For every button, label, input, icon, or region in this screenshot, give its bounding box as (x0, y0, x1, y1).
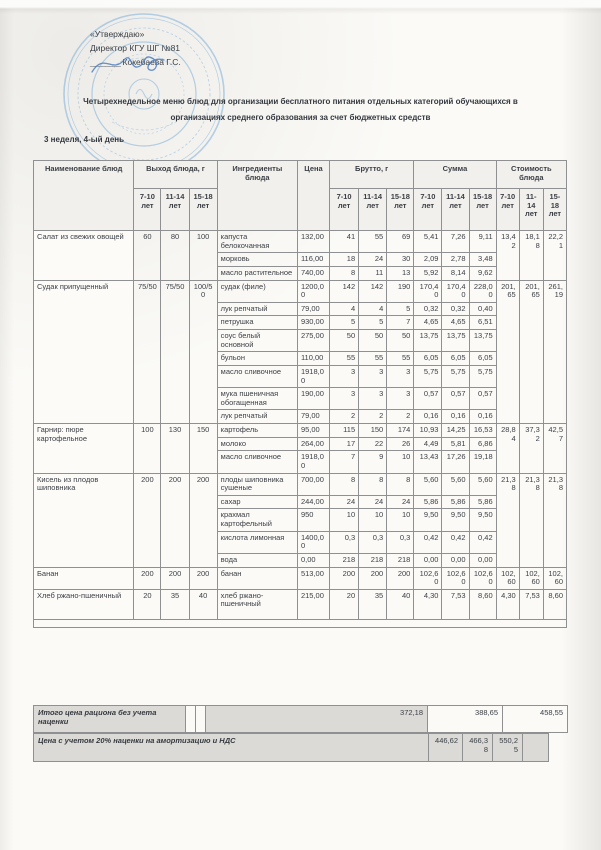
cost-value: 18,18 (519, 231, 543, 281)
sum-value: 0,00 (469, 553, 496, 567)
header-age-group: 7-10 лет (496, 189, 519, 231)
cost-value: 8,60 (543, 589, 566, 619)
cost-value: 21,38 (496, 473, 519, 567)
sum-value: 5,92 (414, 266, 442, 280)
ingredient-row (34, 424, 567, 438)
sum-value: 102,60 (469, 567, 496, 589)
signature-icon (86, 42, 206, 82)
dish-name: Салат из свежих овощей (34, 231, 134, 281)
sum-value: 0,40 (469, 302, 496, 316)
brutto-value: 3 (359, 365, 387, 387)
header-sum: Сумма (414, 161, 496, 189)
ingredient-name: молоко (217, 437, 297, 451)
header-yield: Выход блюда, г (134, 161, 217, 189)
ingredient-name: банан (217, 567, 297, 589)
brutto-value: 13 (387, 266, 414, 280)
cost-value: 13,42 (496, 231, 519, 281)
brutto-value: 174 (387, 424, 414, 438)
price-value: 110,00 (297, 352, 329, 366)
header-age-group: 15-18 лет (387, 189, 414, 231)
yield-value: 200 (189, 567, 217, 589)
price-value: 132,00 (297, 231, 329, 253)
yield-value: 200 (161, 473, 189, 567)
sum-value: 5,60 (469, 473, 496, 495)
empty-cell (34, 619, 567, 627)
cost-value: 201,65 (496, 280, 519, 424)
yield-value: 200 (134, 473, 161, 567)
yield-value: 200 (134, 567, 161, 589)
price-value: 79,00 (297, 302, 329, 316)
sum-value: 5,75 (414, 365, 442, 387)
sum-value: 5,86 (442, 495, 469, 509)
brutto-value: 24 (359, 253, 387, 267)
sum-value: 5,75 (442, 365, 469, 387)
menu-table-body (34, 231, 567, 628)
cost-value: 37,32 (519, 424, 543, 474)
ingredient-name: петрушка (217, 316, 297, 330)
sum-value: 19,18 (469, 451, 496, 473)
markup-label: Цена с учетом 20% наценки на амортизацию и НДС (34, 734, 429, 762)
brutto-value: 24 (387, 495, 414, 509)
brutto-value: 4 (330, 302, 359, 316)
brutto-value: 50 (387, 330, 414, 352)
brutto-value: 8 (330, 266, 359, 280)
price-value: 513,00 (297, 567, 329, 589)
sum-value: 102,60 (442, 567, 469, 589)
cost-value: 201,65 (519, 280, 543, 424)
cost-value: 7,53 (519, 589, 543, 619)
header-age-group: 15-18 лет (543, 189, 566, 231)
yield-value: 100 (189, 231, 217, 281)
header-brutto: Брутто, г (330, 161, 414, 189)
header-age-group: 11-14 лет (161, 189, 189, 231)
sum-value: 6,05 (414, 352, 442, 366)
header-age-group: 7-10 лет (414, 189, 442, 231)
dish-name: Банан (34, 567, 134, 589)
price-value: 95,00 (297, 424, 329, 438)
sum-value: 0,42 (442, 531, 469, 553)
brutto-value: 3 (387, 388, 414, 410)
brutto-value: 55 (330, 352, 359, 366)
sum-value: 5,60 (414, 473, 442, 495)
title-line2: организациях среднего образования за счет бюджетных средств (170, 113, 431, 122)
header-age-group: 15-18 лет (189, 189, 217, 231)
dish-name: Кисель из плодов шиповника (34, 473, 134, 567)
sum-value: 0,42 (469, 531, 496, 553)
price-value: 79,00 (297, 410, 329, 424)
sum-value: 13,75 (469, 330, 496, 352)
brutto-value: 0,3 (330, 531, 359, 553)
header-age-group: 7-10 лет (330, 189, 359, 231)
menu-table (33, 160, 567, 628)
price-value: 930,00 (297, 316, 329, 330)
totals-section (33, 705, 568, 762)
brutto-value: 55 (387, 352, 414, 366)
yield-value: 200 (189, 473, 217, 567)
ingredient-row (34, 567, 567, 589)
sum-value: 2,09 (414, 253, 442, 267)
brutto-value: 11 (359, 266, 387, 280)
sum-value: 5,41 (414, 231, 442, 253)
sum-value: 9,62 (469, 266, 496, 280)
sum-value: 170,40 (442, 280, 469, 302)
sum-value: 0,42 (414, 531, 442, 553)
header-ingredients: Ингредиенты блюда (217, 161, 297, 231)
sum-value: 13,43 (414, 451, 442, 473)
yield-value: 80 (161, 231, 189, 281)
brutto-value: 5 (330, 316, 359, 330)
header-cost: Стоимость блюда (496, 161, 566, 189)
brutto-value: 50 (359, 330, 387, 352)
price-value: 0,00 (297, 553, 329, 567)
menu-table-header (34, 161, 567, 231)
sum-value: 0,16 (469, 410, 496, 424)
brutto-value: 218 (359, 553, 387, 567)
ingredient-name: хлеб ржано-пшеничный (217, 589, 297, 619)
sum-value: 3,48 (469, 253, 496, 267)
markup-value-11-14: 466,38 (463, 734, 493, 762)
approval-line2: Директор КГУ ШГ №81 (90, 43, 181, 53)
sum-value: 5,81 (442, 437, 469, 451)
markup-value-7-10: 446,62 (429, 734, 463, 762)
sum-value: 9,50 (442, 509, 469, 531)
brutto-value: 190 (387, 280, 414, 302)
sum-value: 0,32 (442, 302, 469, 316)
brutto-value: 10 (387, 509, 414, 531)
document-title (0, 94, 601, 126)
approval-line3: Кокебаева Г.С. (122, 57, 181, 67)
sum-value: 6,05 (469, 352, 496, 366)
ingredient-name: картофель (217, 424, 297, 438)
brutto-value: 41 (330, 231, 359, 253)
ingredient-name: лук репчатый (217, 302, 297, 316)
ingredient-row (34, 280, 567, 302)
week-day-label: 3 неделя, 4-ый день (44, 135, 125, 144)
sum-value: 7,26 (442, 231, 469, 253)
cost-value: 28,84 (496, 424, 519, 474)
header-price: Цена (297, 161, 329, 231)
sum-value: 17,26 (442, 451, 469, 473)
header-dish: Наименование блюд (34, 161, 134, 231)
sum-value: 0,32 (414, 302, 442, 316)
brutto-value: 2 (359, 410, 387, 424)
sum-value: 9,11 (469, 231, 496, 253)
ingredient-name: масло сливочное (217, 451, 297, 473)
header-age-group: 11-14 лет (442, 189, 469, 231)
brutto-value: 3 (387, 365, 414, 387)
sum-value: 13,75 (414, 330, 442, 352)
sum-value: 0,16 (442, 410, 469, 424)
sum-value: 6,86 (469, 437, 496, 451)
brutto-value: 22 (359, 437, 387, 451)
brutto-value: 5 (387, 302, 414, 316)
header-age-group: 7-10 лет (134, 189, 161, 231)
sum-value: 5,60 (442, 473, 469, 495)
ingredient-name: капуста белокочанная (217, 231, 297, 253)
signature-line: ________ (90, 57, 123, 67)
yield-value: 75/50 (161, 280, 189, 424)
yield-value: 40 (189, 589, 217, 619)
yield-value: 100 (134, 424, 161, 474)
cost-value: 102,60 (543, 567, 566, 589)
brutto-value: 200 (359, 567, 387, 589)
yield-value: 100/50 (189, 280, 217, 424)
dish-name: Судак припущенный (34, 280, 134, 424)
ingredient-name: масло растительное (217, 266, 297, 280)
price-value: 1918,00 (297, 365, 329, 387)
cost-value: 102,60 (496, 567, 519, 589)
brutto-value: 10 (330, 509, 359, 531)
yield-value: 20 (134, 589, 161, 619)
sum-value: 0,57 (469, 388, 496, 410)
brutto-value: 18 (330, 253, 359, 267)
ingredient-name: сахар (217, 495, 297, 509)
sum-value: 0,16 (414, 410, 442, 424)
brutto-value: 30 (387, 253, 414, 267)
ingredient-row (34, 231, 567, 253)
header-age-group: 15-18 лет (469, 189, 496, 231)
total-value-15-18: 458,55 (503, 706, 568, 733)
yield-value: 35 (161, 589, 189, 619)
brutto-value: 10 (387, 451, 414, 473)
menu-table-container (33, 160, 567, 628)
brutto-value: 35 (359, 589, 387, 619)
ingredient-name: морковь (217, 253, 297, 267)
ingredient-name: мука пшеничная обогащенная (217, 388, 297, 410)
cost-value: 102,60 (519, 567, 543, 589)
sum-value: 0,57 (442, 388, 469, 410)
ingredient-name: соус белый основной (217, 330, 297, 352)
empty-cell (186, 706, 196, 733)
cost-value: 261,19 (543, 280, 566, 424)
ingredient-name: кислота лимонная (217, 531, 297, 553)
yield-value: 150 (189, 424, 217, 474)
brutto-value: 69 (387, 231, 414, 253)
brutto-value: 218 (330, 553, 359, 567)
sum-value: 4,65 (442, 316, 469, 330)
sum-value: 2,78 (442, 253, 469, 267)
brutto-value: 5 (359, 316, 387, 330)
price-value: 1918,00 (297, 451, 329, 473)
ingredient-name: лук репчатый (217, 410, 297, 424)
price-value: 190,00 (297, 388, 329, 410)
sum-value: 6,51 (469, 316, 496, 330)
ingredient-name: плоды шиповника сушеные (217, 473, 297, 495)
brutto-value: 40 (387, 589, 414, 619)
sum-value: 10,93 (414, 424, 442, 438)
yield-value: 200 (161, 567, 189, 589)
cost-value: 21,38 (543, 473, 566, 567)
approval-line1: «Утверждаю» (90, 29, 145, 39)
markup-value-15-18: 550,25 (493, 734, 523, 762)
cost-value: 4,30 (496, 589, 519, 619)
brutto-value: 4 (359, 302, 387, 316)
sum-value: 5,75 (469, 365, 496, 387)
cost-value: 21,38 (519, 473, 543, 567)
brutto-value: 200 (330, 567, 359, 589)
totals-row-with-markup (33, 733, 549, 762)
brutto-value: 0,3 (387, 531, 414, 553)
cost-value: 22,21 (543, 231, 566, 281)
brutto-value: 20 (330, 589, 359, 619)
total-value-7-10: 372,18 (206, 706, 428, 733)
ingredient-row (34, 473, 567, 495)
brutto-value: 3 (330, 388, 359, 410)
sum-value: 9,50 (414, 509, 442, 531)
sum-value: 6,05 (442, 352, 469, 366)
brutto-value: 150 (359, 424, 387, 438)
price-value: 116,00 (297, 253, 329, 267)
brutto-value: 7 (330, 451, 359, 473)
yield-value: 60 (134, 231, 161, 281)
ingredient-name: вода (217, 553, 297, 567)
sum-value: 5,86 (469, 495, 496, 509)
sum-value: 228,00 (469, 280, 496, 302)
yield-value: 130 (161, 424, 189, 474)
price-value: 215,00 (297, 589, 329, 619)
brutto-value: 10 (359, 509, 387, 531)
brutto-value: 55 (359, 231, 387, 253)
ingredient-name: масло сливочное (217, 365, 297, 387)
sum-value: 9,50 (469, 509, 496, 531)
brutto-value: 2 (387, 410, 414, 424)
title-line1: Четырехнедельное меню блюд для организации бесплатного питания отдельных категорий обучающихся в (83, 97, 518, 106)
ingredient-name: бульон (217, 352, 297, 366)
empty-spacer-row (34, 619, 567, 627)
brutto-value: 3 (359, 388, 387, 410)
price-value: 264,00 (297, 437, 329, 451)
brutto-value: 7 (387, 316, 414, 330)
dish-name: Гарнир: пюре картофельное (34, 424, 134, 474)
dish-name: Хлеб ржано-пшеничный (34, 589, 134, 619)
sum-value: 5,86 (414, 495, 442, 509)
ingredient-name: крахмал картофельный (217, 509, 297, 531)
sum-value: 102,60 (414, 567, 442, 589)
brutto-value: 55 (359, 352, 387, 366)
sum-value: 170,40 (414, 280, 442, 302)
brutto-value: 218 (387, 553, 414, 567)
totals-row-no-markup (33, 705, 568, 733)
sum-value: 8,14 (442, 266, 469, 280)
brutto-value: 50 (330, 330, 359, 352)
sum-value: 14,25 (442, 424, 469, 438)
sum-value: 0,00 (442, 553, 469, 567)
brutto-value: 200 (387, 567, 414, 589)
sum-value: 4,30 (414, 589, 442, 619)
brutto-value: 2 (330, 410, 359, 424)
price-value: 1200,00 (297, 280, 329, 302)
brutto-value: 3 (330, 365, 359, 387)
brutto-value: 142 (330, 280, 359, 302)
price-value: 244,00 (297, 495, 329, 509)
ingredient-row (34, 589, 567, 619)
sum-value: 7,53 (442, 589, 469, 619)
price-value: 740,00 (297, 266, 329, 280)
total-value-11-14: 388,65 (428, 706, 503, 733)
header-age-group: 11-14 лет (359, 189, 387, 231)
sum-value: 16,53 (469, 424, 496, 438)
brutto-value: 115 (330, 424, 359, 438)
price-value: 1400,00 (297, 531, 329, 553)
brutto-value: 0,3 (359, 531, 387, 553)
sum-value: 4,49 (414, 437, 442, 451)
price-value: 950 (297, 509, 329, 531)
brutto-value: 8 (387, 473, 414, 495)
empty-cell (196, 706, 206, 733)
sum-value: 0,00 (414, 553, 442, 567)
empty-cell (523, 734, 549, 762)
brutto-value: 17 (330, 437, 359, 451)
sum-value: 0,57 (414, 388, 442, 410)
brutto-value: 24 (330, 495, 359, 509)
brutto-value: 26 (387, 437, 414, 451)
sum-value: 13,75 (442, 330, 469, 352)
sum-value: 8,60 (469, 589, 496, 619)
brutto-value: 8 (330, 473, 359, 495)
brutto-value: 142 (359, 280, 387, 302)
totals-label: Итого цена рациона без учета наценки (34, 706, 186, 733)
sum-value: 4,65 (414, 316, 442, 330)
brutto-value: 8 (359, 473, 387, 495)
cost-value: 42,57 (543, 424, 566, 474)
price-value: 700,00 (297, 473, 329, 495)
yield-value: 75/50 (134, 280, 161, 424)
ingredient-name: судак (филе) (217, 280, 297, 302)
price-value: 275,00 (297, 330, 329, 352)
brutto-value: 9 (359, 451, 387, 473)
header-age-group: 11-14 лет (519, 189, 543, 231)
brutto-value: 24 (359, 495, 387, 509)
